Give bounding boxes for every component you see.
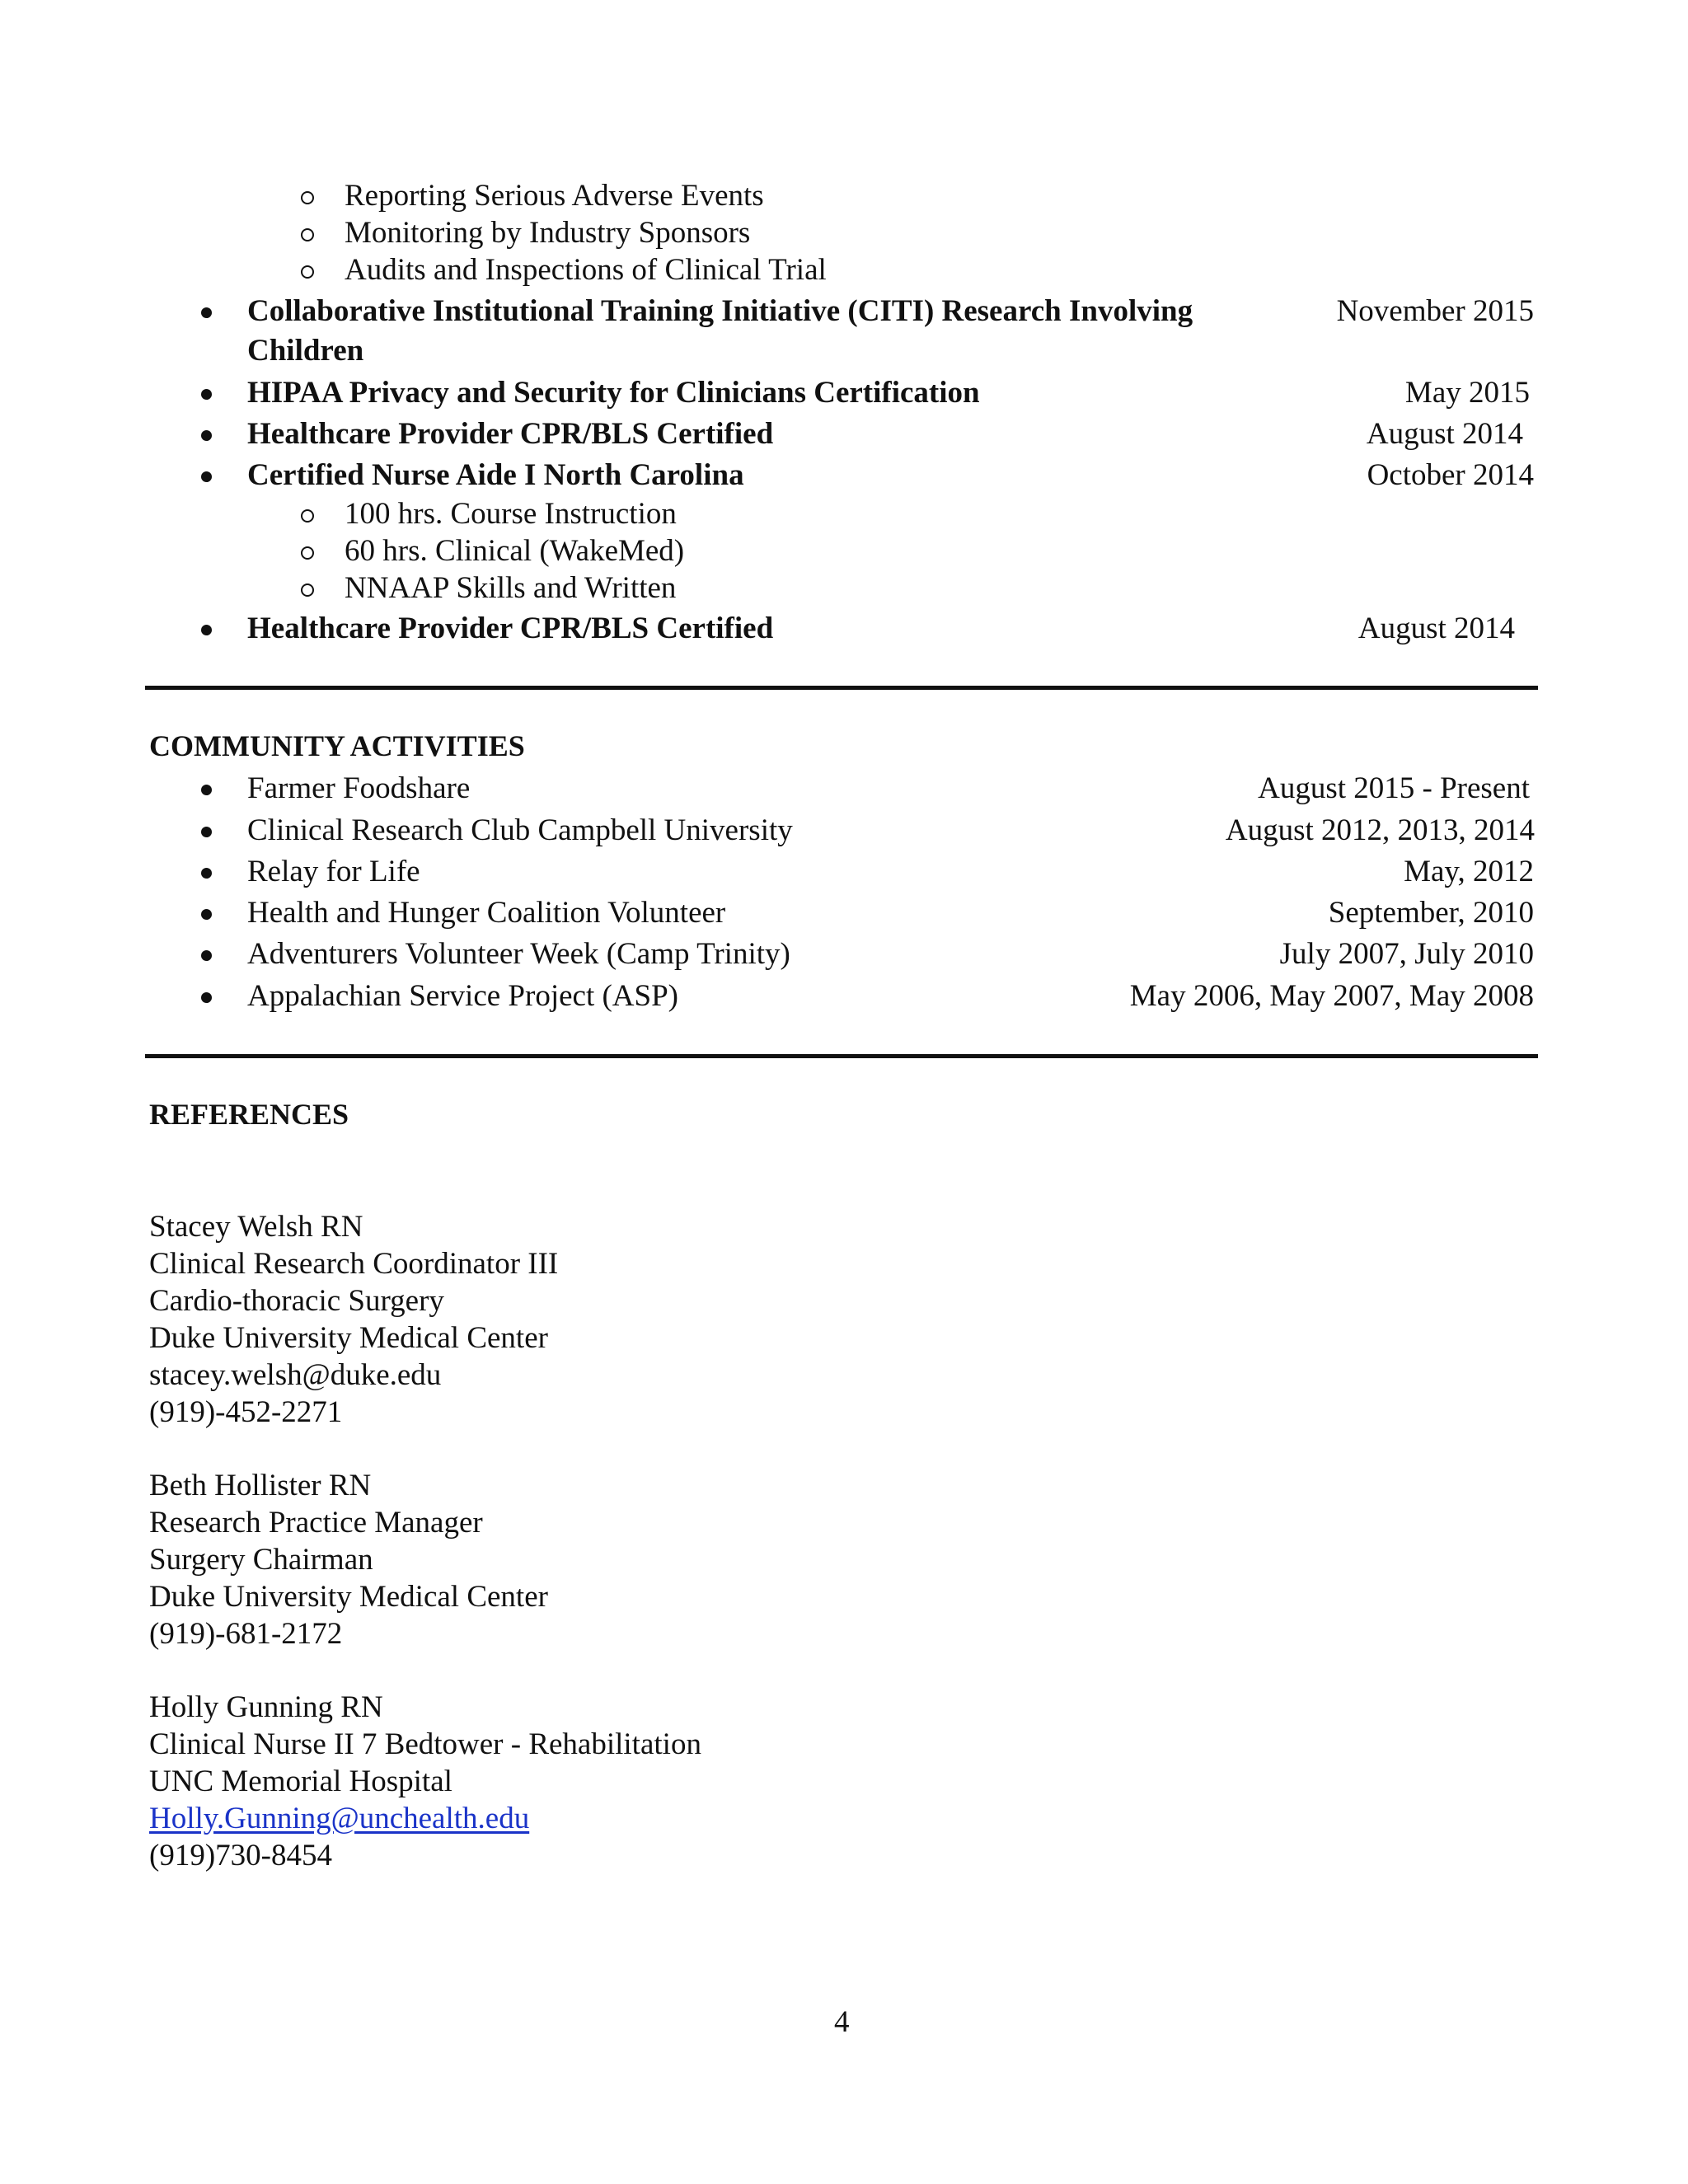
activity-date: July 2007, July 2010: [1279, 937, 1534, 971]
certification-title-cont: Children: [247, 334, 364, 368]
bullet-icon: [201, 992, 212, 1003]
section-divider: [145, 1054, 1538, 1058]
reference-organization: Duke University Medical Center: [149, 1321, 548, 1355]
activity-date: May, 2012: [1404, 855, 1534, 888]
bullet-icon: [201, 389, 212, 400]
bullet-icon: [201, 909, 212, 920]
reference-entry: [149, 1208, 558, 1431]
certification-date: May 2015: [1404, 376, 1530, 410]
reference-organization: Duke University Medical Center: [149, 1580, 548, 1614]
reference-phone: (919)-681-2172: [149, 1617, 343, 1651]
section-heading-references: REFERENCES: [149, 1098, 349, 1131]
certification-title: Certified Nurse Aide I North Carolina: [247, 458, 744, 492]
activity-label: Adventurers Volunteer Week (Camp Trinity): [247, 937, 790, 971]
activity-date: August 2015 - Present: [1258, 771, 1530, 805]
sub-item-text: 60 hrs. Clinical (WakeMed): [345, 534, 685, 568]
activity-date: May 2006, May 2007, May 2008: [1129, 979, 1534, 1013]
certification-date: August 2014: [1357, 612, 1515, 645]
sub-item-text: 100 hrs. Course Instruction: [345, 497, 677, 531]
certification-title: HIPAA Privacy and Security for Clinicians Certification: [247, 376, 980, 410]
reference-organization: UNC Memorial Hospital: [149, 1765, 452, 1798]
bullet-icon: [201, 307, 212, 318]
sub-bullet-icon: [301, 265, 314, 279]
certification-title: Healthcare Provider CPR/BLS Certified: [247, 417, 774, 451]
reference-department: Cardio-thoracic Surgery: [149, 1284, 444, 1318]
reference-phone: (919)730-8454: [149, 1839, 332, 1872]
bullet-icon: [201, 471, 212, 482]
certification-date: August 2014: [1366, 417, 1523, 451]
activity-date: September, 2010: [1328, 896, 1534, 930]
bullet-icon: [201, 430, 212, 441]
activity-label: Health and Hunger Coalition Volunteer: [247, 896, 726, 930]
sub-item-text: Audits and Inspections of Clinical Trial: [345, 253, 827, 287]
reference-email-link[interactable]: Holly.Gunning@unchealth.edu: [149, 1802, 530, 1835]
sub-bullet-icon: [301, 546, 314, 560]
bullet-icon: [201, 785, 212, 795]
reference-title: Clinical Research Coordinator III: [149, 1247, 559, 1281]
certification-date: October 2014: [1367, 458, 1534, 492]
activity-label: Relay for Life: [247, 855, 420, 888]
sub-item-text: Monitoring by Industry Sponsors: [345, 216, 751, 250]
certification-title: Healthcare Provider CPR/BLS Certified: [247, 612, 774, 645]
sub-bullet-icon: [301, 191, 314, 204]
sub-item-text: NNAAP Skills and Written: [345, 571, 677, 605]
reference-name: Holly Gunning RN: [149, 1690, 383, 1724]
bullet-icon: [201, 827, 212, 837]
section-heading-community: COMMUNITY ACTIVITIES: [149, 729, 525, 762]
section-divider: [145, 686, 1538, 690]
reference-title: Clinical Nurse II 7 Bedtower - Rehabilitation: [149, 1727, 701, 1761]
sub-bullet-icon: [301, 583, 314, 597]
activity-label: Farmer Foodshare: [247, 771, 471, 805]
activity-label: Clinical Research Club Campbell University: [247, 813, 793, 847]
certification-title: Collaborative Institutional Training Initiative (CITI) Research Involving: [247, 294, 1193, 328]
reference-email: stacey.welsh@duke.edu: [149, 1358, 442, 1392]
activity-label: Appalachian Service Project (ASP): [247, 979, 678, 1013]
reference-entry: [149, 1689, 701, 1874]
reference-title: Research Practice Manager: [149, 1506, 483, 1540]
reference-name: Stacey Welsh RN: [149, 1210, 363, 1244]
certification-date: November 2015: [1336, 294, 1534, 328]
activity-date: August 2012, 2013, 2014: [1225, 813, 1535, 847]
sub-bullet-icon: [301, 228, 314, 241]
sub-bullet-icon: [301, 509, 314, 523]
bullet-icon: [201, 868, 212, 879]
bullet-icon: [201, 950, 212, 961]
reference-entry: [149, 1467, 548, 1652]
reference-department: Surgery Chairman: [149, 1543, 373, 1577]
bullet-icon: [201, 625, 212, 635]
sub-item-text: Reporting Serious Adverse Events: [345, 179, 764, 213]
reference-phone: (919)-452-2271: [149, 1395, 343, 1429]
reference-name: Beth Hollister RN: [149, 1469, 372, 1502]
page-number: 4: [834, 2005, 850, 2039]
